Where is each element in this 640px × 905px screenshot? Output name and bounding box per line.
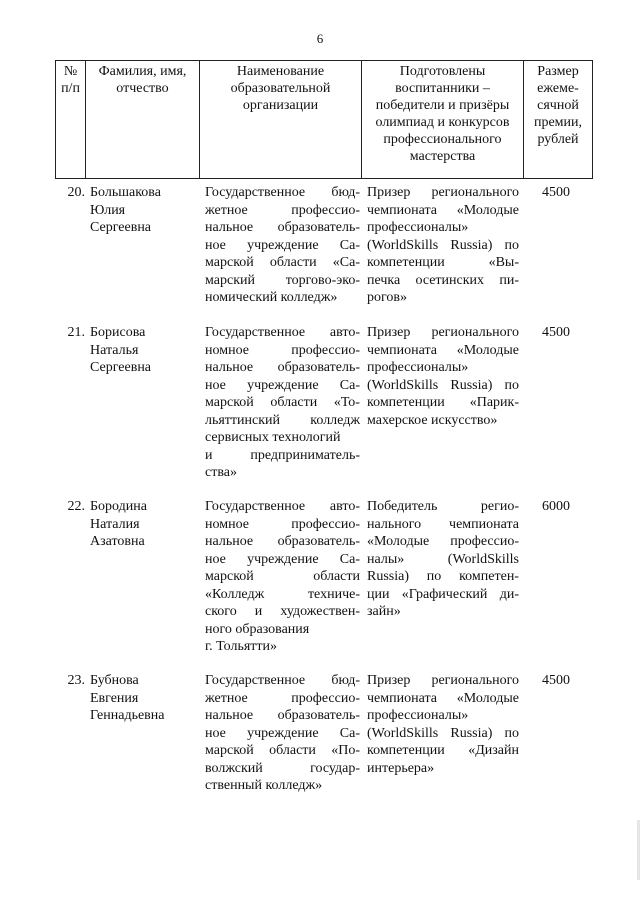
word: «Молодые <box>456 202 519 218</box>
text-line <box>367 184 519 202</box>
word: области <box>269 743 316 758</box>
text-line: сервисных технологий <box>205 430 341 445</box>
text-line: зайн» <box>367 604 401 619</box>
text-line <box>205 202 360 220</box>
person-name <box>90 498 202 551</box>
column-header-number <box>56 61 86 179</box>
word: ное <box>205 551 226 567</box>
word: учреждение <box>247 551 319 567</box>
text-line <box>205 672 360 690</box>
word: Russia) <box>367 569 409 584</box>
text-line: Сергеевна <box>90 220 152 235</box>
word: Са- <box>339 377 360 393</box>
text-line: Наталия <box>90 516 140 532</box>
text-line <box>205 760 360 778</box>
text-line <box>205 184 360 202</box>
text-line <box>367 202 519 220</box>
text-line <box>367 725 519 743</box>
word: «Парик- <box>469 395 519 410</box>
word: учреждение <box>247 725 319 741</box>
bonus-amount: 4500 <box>542 673 570 688</box>
text-line <box>367 533 519 551</box>
word: художествен- <box>280 604 360 619</box>
word: образователь- <box>277 708 360 723</box>
row-number: 22. <box>67 499 85 514</box>
word: области <box>270 395 318 410</box>
word: и <box>254 604 263 619</box>
word: осетинских <box>415 272 485 288</box>
achievement <box>367 672 519 777</box>
text-line <box>367 342 519 360</box>
word: Са- <box>339 551 360 567</box>
text-line <box>367 498 519 516</box>
word: ное <box>205 377 226 393</box>
text-line: Борисова <box>90 325 146 340</box>
word: Russia) <box>450 237 493 253</box>
word: «Вы- <box>488 255 519 270</box>
word: марской <box>205 395 254 410</box>
text-line <box>367 377 519 395</box>
row-number: 23. <box>67 673 85 688</box>
word: Са- <box>339 725 360 741</box>
word: Государственное <box>205 185 306 200</box>
column-header-amount <box>524 61 593 179</box>
text-line <box>205 412 360 430</box>
text-line: Бородина <box>90 499 147 514</box>
word: «Молодые <box>456 342 519 358</box>
word: области <box>269 255 317 270</box>
text-line <box>367 672 519 690</box>
text-line: премии, <box>533 115 583 130</box>
text-line: Наименование <box>236 64 325 79</box>
text-line <box>205 690 360 708</box>
text-line: № <box>63 64 78 79</box>
text-line <box>205 586 360 604</box>
organization <box>205 672 360 795</box>
word: Russia) <box>450 377 493 393</box>
word: профессио- <box>291 342 360 358</box>
word: колледж <box>310 412 360 428</box>
text-line <box>367 394 519 412</box>
text-line <box>205 742 360 760</box>
word: компетенции <box>367 395 445 410</box>
text-line: г. Тольятти» <box>205 639 278 654</box>
word: регионального <box>431 673 519 688</box>
text-line <box>205 219 360 237</box>
word: ное <box>205 725 226 741</box>
word: чемпионата <box>449 516 519 532</box>
word: по <box>426 569 442 584</box>
word: профессио- <box>291 516 360 532</box>
text-line: образовательной <box>230 81 331 96</box>
text-line: Геннадьевна <box>90 708 165 723</box>
word: Государственное <box>205 499 306 514</box>
word: нальное <box>205 360 254 375</box>
word: компетен- <box>459 569 519 584</box>
word: по <box>504 377 519 393</box>
organization <box>205 498 360 656</box>
word: и <box>205 447 213 463</box>
word: марской <box>205 569 254 584</box>
text-line <box>205 272 360 290</box>
word: (WorldSkills <box>367 237 439 253</box>
word: «Са- <box>332 255 360 270</box>
word: «Молодые <box>456 690 519 706</box>
text-line <box>205 342 360 360</box>
text-line: отчество <box>116 81 169 96</box>
text-line <box>367 324 519 342</box>
word: налы» <box>367 551 405 567</box>
word: жетное <box>205 202 248 218</box>
word: компетенции <box>367 743 445 758</box>
word: учреждение <box>247 237 319 253</box>
text-line: Евгения <box>90 690 139 706</box>
text-line: профессионалы» <box>367 220 469 235</box>
word: жетное <box>205 690 248 706</box>
text-line <box>205 516 360 534</box>
text-line: ства» <box>205 465 237 480</box>
word: чемпионата <box>367 690 437 706</box>
text-line: махерское искусство» <box>367 412 498 428</box>
text-line <box>205 498 360 516</box>
text-line <box>205 237 360 255</box>
word: Са- <box>339 237 360 253</box>
word: профессио- <box>291 202 360 218</box>
word: области <box>313 569 360 584</box>
text-line: Большакова <box>90 185 161 200</box>
word: Победитель <box>367 499 438 514</box>
text-line: Сергеевна <box>90 360 152 375</box>
bonus-amount: 4500 <box>542 325 570 340</box>
text-line: интерьера» <box>367 760 435 776</box>
word: по <box>504 725 519 741</box>
achievement <box>367 324 519 429</box>
bonus-amount: 6000 <box>542 499 570 514</box>
text-line <box>367 551 519 569</box>
text-line: ственный колледж» <box>205 778 323 793</box>
person-name <box>90 184 202 237</box>
text-line <box>205 324 360 342</box>
text-line: Подготовлены <box>399 64 486 79</box>
word: печка <box>367 272 401 288</box>
word: образователь- <box>277 360 360 375</box>
word: авто- <box>329 325 360 340</box>
text-line: Фамилия, имя, <box>98 64 187 79</box>
word: бюд- <box>331 185 360 200</box>
word: Государственное <box>205 673 306 688</box>
column-header-name <box>86 61 200 179</box>
word: ное <box>205 237 226 253</box>
word: нальное <box>205 708 254 723</box>
word: торгово-эко- <box>285 272 360 288</box>
word: «По- <box>331 743 360 758</box>
word: чемпионата <box>367 202 437 218</box>
word: регионального <box>431 185 519 200</box>
text-line: воспитанники – <box>395 81 490 96</box>
text-line: п/п <box>61 81 80 96</box>
text-line <box>205 533 360 551</box>
word: «Графический <box>401 586 488 602</box>
column-header-organization <box>200 61 362 179</box>
text-line: профессионалы» <box>367 360 469 375</box>
row-number: 20. <box>67 185 85 200</box>
person-name <box>90 324 202 377</box>
word: Russia) <box>450 725 493 741</box>
table-header <box>55 60 593 179</box>
page-number: 6 <box>316 31 324 46</box>
text-line: Юлия <box>90 202 126 218</box>
text-line <box>205 359 360 377</box>
text-line <box>367 516 519 534</box>
text-line <box>205 394 360 412</box>
text-line <box>205 551 360 569</box>
text-line <box>367 568 519 586</box>
row-number: 21. <box>67 325 85 340</box>
text-line: номический колледж» <box>205 290 338 305</box>
word: льяттинский <box>205 412 281 428</box>
text-line <box>367 690 519 708</box>
text-line: олимпиад и конкурсов <box>375 115 510 130</box>
text-line <box>205 447 360 465</box>
text-line <box>367 237 519 255</box>
word: марской <box>205 255 254 270</box>
word: (WorldSkills <box>367 725 439 741</box>
achievement <box>367 184 519 307</box>
text-line: ежеме- <box>537 81 579 96</box>
word: номное <box>205 342 249 358</box>
word: пи- <box>499 272 519 288</box>
word: (WorldSkills <box>447 551 519 567</box>
word: техниче- <box>307 586 360 602</box>
text-line: Азатовна <box>90 534 145 549</box>
word: Призер <box>367 185 411 200</box>
word: «Дизайн <box>468 743 519 758</box>
text-line: профессионалы» <box>367 708 469 723</box>
organization <box>205 184 360 307</box>
word: предприниматель- <box>250 447 360 463</box>
word: «Колледж <box>205 586 265 602</box>
text-line: рублей <box>537 132 579 147</box>
word: чемпионата <box>367 342 437 358</box>
word: регио- <box>480 499 519 514</box>
word: нальное <box>205 534 254 549</box>
text-line <box>367 254 519 272</box>
word: «То- <box>333 395 360 410</box>
word: Призер <box>367 325 411 340</box>
word: нального <box>367 516 422 532</box>
text-line <box>367 272 519 290</box>
text-line <box>205 725 360 743</box>
word: ции <box>367 586 390 602</box>
text-line: победители и призёры <box>375 98 510 113</box>
word: Призер <box>367 673 411 688</box>
text-line <box>205 603 360 621</box>
text-line: мастерства <box>409 149 476 164</box>
word: нальное <box>205 220 254 235</box>
word: волжский <box>205 760 263 776</box>
word: профессио- <box>291 690 360 706</box>
word: образователь- <box>277 534 360 549</box>
word: государ- <box>310 760 360 776</box>
word: компетенции <box>367 255 445 270</box>
text-line <box>205 254 360 272</box>
text-line: Бубнова <box>90 673 139 688</box>
word: профессио- <box>450 534 519 549</box>
column-header-achievement <box>362 61 524 179</box>
achievement <box>367 498 519 621</box>
text-line: профессионального <box>383 132 502 147</box>
word: регионального <box>431 325 519 340</box>
text-line <box>205 377 360 395</box>
organization <box>205 324 360 482</box>
text-line <box>367 586 519 604</box>
text-line: ного образования <box>205 621 310 637</box>
word: Государственное <box>205 325 306 340</box>
text-line: рогов» <box>367 290 408 305</box>
word: (WorldSkills <box>367 377 439 393</box>
word: бюд- <box>331 673 360 688</box>
text-line <box>205 568 360 586</box>
word: авто- <box>329 499 360 514</box>
word: учреждение <box>247 377 319 393</box>
word: «Молодые <box>367 534 430 549</box>
word: номное <box>205 516 249 532</box>
word: марский <box>205 272 255 288</box>
word: ди- <box>499 586 519 602</box>
word: ского <box>205 604 237 619</box>
text-line <box>367 742 519 760</box>
person-name <box>90 672 202 725</box>
text-line: сячной <box>537 98 579 113</box>
bonus-amount: 4500 <box>542 185 570 200</box>
word: по <box>504 237 519 253</box>
word: марской <box>205 743 254 758</box>
text-line: Наталья <box>90 342 139 358</box>
text-line: организации <box>242 98 319 113</box>
text-line <box>205 707 360 725</box>
word: образователь- <box>277 220 360 235</box>
text-line: Размер <box>537 64 579 79</box>
